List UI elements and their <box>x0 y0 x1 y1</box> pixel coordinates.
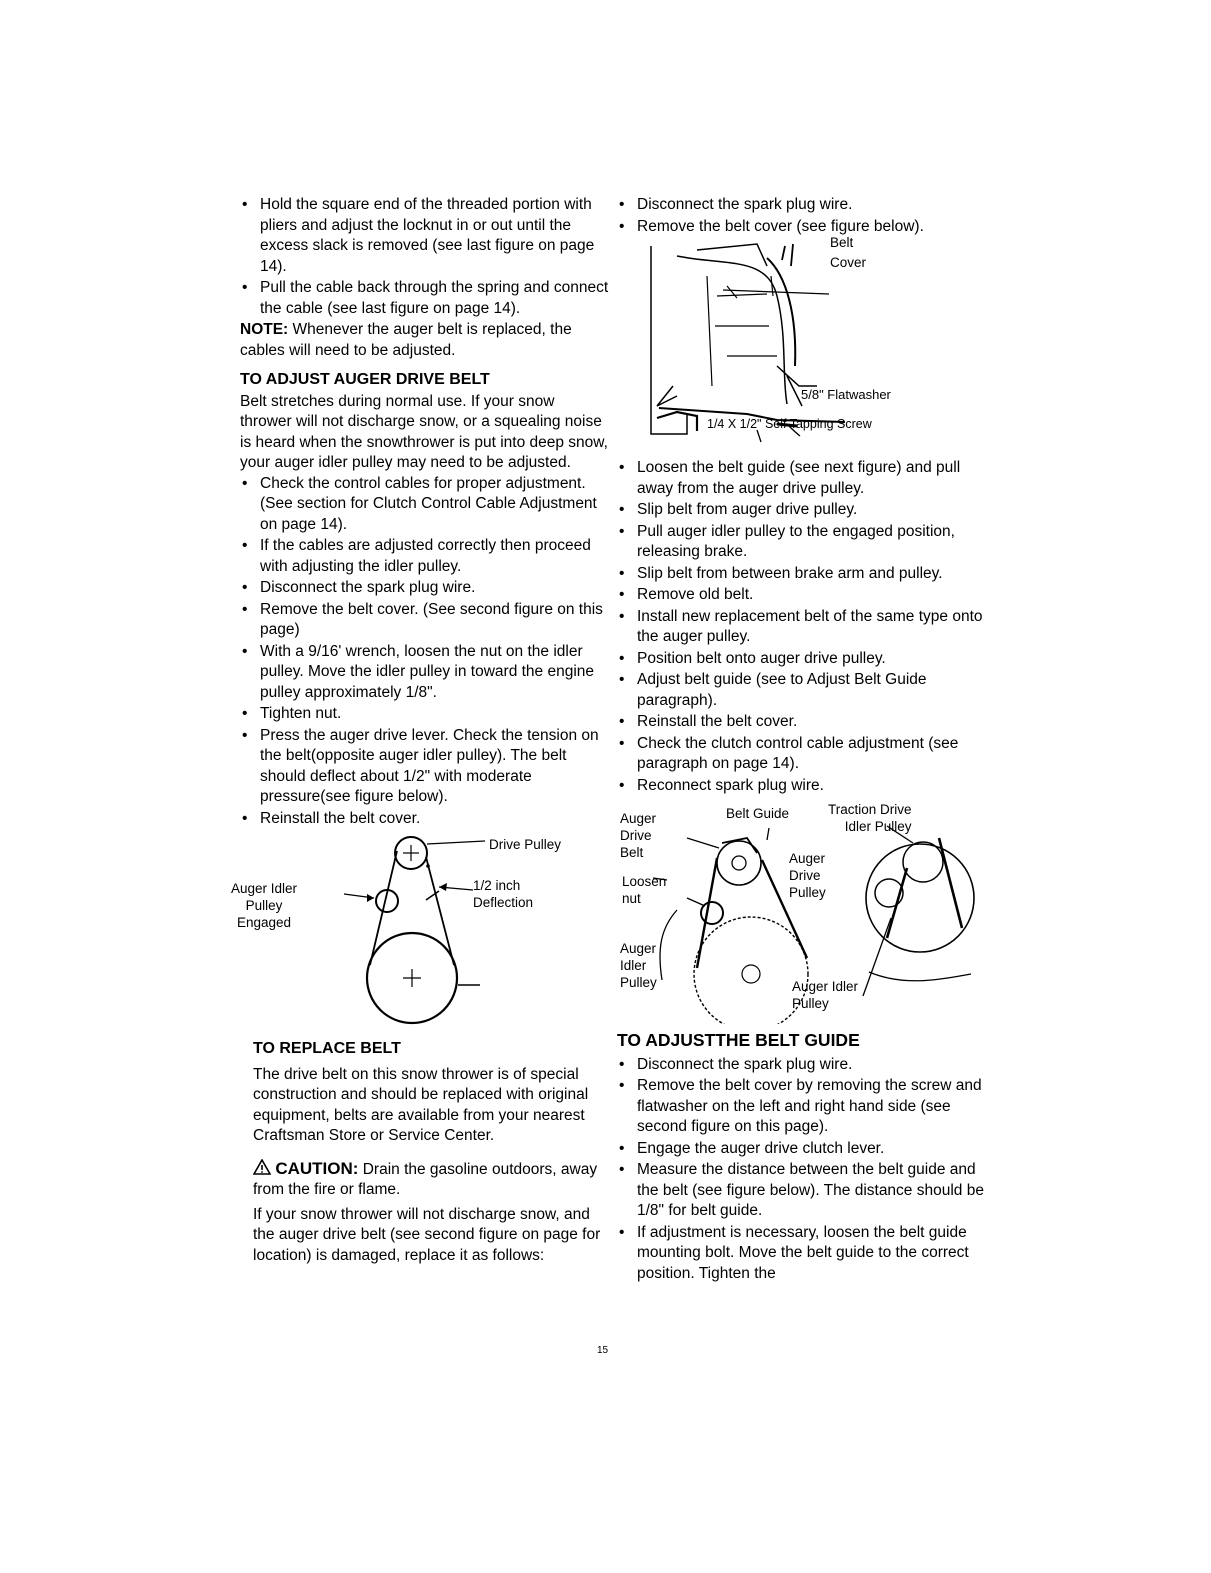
list-item: • With a 9/16' wrench, loosen the nut on the idler pulley. Move the idler pulley in toward the engine pulley approximately 1/8". <box>240 642 610 704</box>
list-item: • Pull auger idler pulley to the engaged position, releasing brake. <box>617 522 987 563</box>
replace-text: The drive belt on this snow thrower is of special construction and should be replaced with original equipment, belts are available from your nearest Craftsman Store or Service Center. <box>253 1065 589 1144</box>
label-loosen-nut: Loosen nut <box>622 874 667 906</box>
list-item: • Position belt onto auger drive pulley. <box>617 649 987 670</box>
list-item: • Press the auger drive lever. Check the tension on the belt(opposite auger idler pulley). The belt should deflect about 1/2" with moderate pressure(see figure below). <box>240 726 610 808</box>
list-item: • Reconnect spark plug wire. <box>617 776 987 797</box>
caution-label: CAUTION: <box>275 1158 359 1178</box>
figure-belt-routing <box>617 798 987 1024</box>
list-item: • Disconnect the spark plug wire. <box>617 195 987 216</box>
list-item: • Slip belt from between brake arm and pulley. <box>617 564 987 585</box>
page-number: 15 <box>597 1345 609 1356</box>
label-drive-pulley: Drive Pulley <box>489 837 562 852</box>
list-item: • Disconnect the spark plug wire. <box>617 1055 987 1076</box>
bullet-list-top-right <box>617 195 987 237</box>
list-item: • Remove the belt cover (see figure below). <box>617 217 987 238</box>
list-item: • Remove old belt. <box>617 585 987 606</box>
bullet-list-replace-steps <box>617 458 987 796</box>
warning-icon <box>253 1159 271 1175</box>
adjust-intro: Belt stretches during normal use. If your snow thrower will not discharge snow, or a squealing noise is heard when the snowthrower is put into deep snow, your auger idler pulley may need to be adjusted. <box>240 392 608 471</box>
label-belt-guide: Belt Guide <box>726 806 790 821</box>
label-auger-idler-pulley-left: Auger Idler Pulley <box>620 941 657 990</box>
list-item: • Adjust belt guide (see to Adjust Belt Guide paragraph). <box>617 670 987 711</box>
replace-text-2: If your snow thrower will not discharge snow, and the auger drive belt (see second figure on page for location) is damaged, replace it as follows: <box>253 1205 601 1264</box>
list-item: • Install new replacement belt of the same type onto the auger pulley. <box>617 607 987 648</box>
label-auger-drive-pulley: Auger Drive Pulley <box>789 851 826 900</box>
belt-deflection-illustration <box>240 833 610 1033</box>
list-item: • If adjustment is necessary, loosen the belt guide mounting bolt. Move the belt guide to the correct position. Tighten the <box>617 1223 987 1285</box>
list-item: • Tighten nut. <box>240 704 610 725</box>
right-column <box>617 195 987 1285</box>
note-label: NOTE: <box>240 321 289 338</box>
note-text: Whenever the auger belt is replaced, the cables will need to be adjusted. <box>240 321 572 359</box>
list-item: • Check the control cables for proper adjustment. (See section for Clutch Control Cable Adjustment on page 14). <box>240 474 610 536</box>
list-item: • Engage the auger drive clutch lever. <box>617 1139 987 1160</box>
label-auger-idler-engaged: Auger Idler Pulley Engaged <box>231 881 298 930</box>
list-item: • Slip belt from auger drive pulley. <box>617 500 987 521</box>
label-self-tapping-screw: 1/4 X 1/2" Self Tapping Screw <box>707 417 872 431</box>
label-flatwasher: 5/8" Flatwasher <box>801 387 891 402</box>
bullet-list-adjust <box>240 474 610 830</box>
list-item: • Pull the cable back through the spring and connect the cable (see last figure on page 14). <box>240 278 610 319</box>
list-item: • Remove the belt cover by removing the screw and flatwasher on the left and right hand side (see second figure on this page). <box>617 1076 987 1138</box>
label-belt-cover: Belt Cover <box>830 235 867 270</box>
list-item: • If the cables are adjusted correctly then proceed with adjusting the idler pulley. <box>240 536 610 577</box>
list-item: • Disconnect the spark plug wire. <box>240 578 610 599</box>
caution-text: Drain the gasoline outdoors, away from the fire or flame. <box>253 1160 598 1198</box>
list-item: • Check the clutch control cable adjustment (see paragraph on page 14). <box>617 734 987 775</box>
list-item: • Reinstall the belt cover. <box>240 809 610 830</box>
label-traction-drive-idler: Traction Drive Idler Pulley <box>828 802 912 834</box>
label-deflection: 1/2 inch Deflection <box>473 878 534 910</box>
list-item: • Loosen the belt guide (see next figure) and pull away from the auger drive pulley. <box>617 458 987 499</box>
list-item: • Remove the belt cover. (See second figure on this page) <box>240 600 610 641</box>
bullet-list-belt-guide <box>617 1055 987 1285</box>
left-column <box>231 195 610 1266</box>
label-auger-drive-belt: Auger Drive Belt <box>620 811 657 860</box>
heading-adjust-belt-guide: TO ADJUSTTHE BELT GUIDE <box>617 1030 860 1050</box>
label-auger-idler-pulley-right: Auger Idler Pulley <box>792 979 859 1011</box>
list-item: • Measure the distance between the belt guide and the belt (see figure below). The distance should be 1/8" for belt guide. <box>617 1160 987 1222</box>
caution-block <box>253 1159 610 1201</box>
list-item: • Hold the square end of the threaded portion with pliers and adjust the locknut in or out until the excess slack is removed (see last figure on page 14). <box>240 195 610 277</box>
note <box>240 320 610 361</box>
bullet-list-top-left <box>240 195 610 319</box>
figure-belt-deflection <box>231 833 610 1033</box>
heading-adjust-auger-belt: TO ADJUST AUGER DRIVE BELT <box>240 371 490 388</box>
list-item: • Reinstall the belt cover. <box>617 712 987 733</box>
heading-replace-belt: TO REPLACE BELT <box>253 1040 401 1057</box>
